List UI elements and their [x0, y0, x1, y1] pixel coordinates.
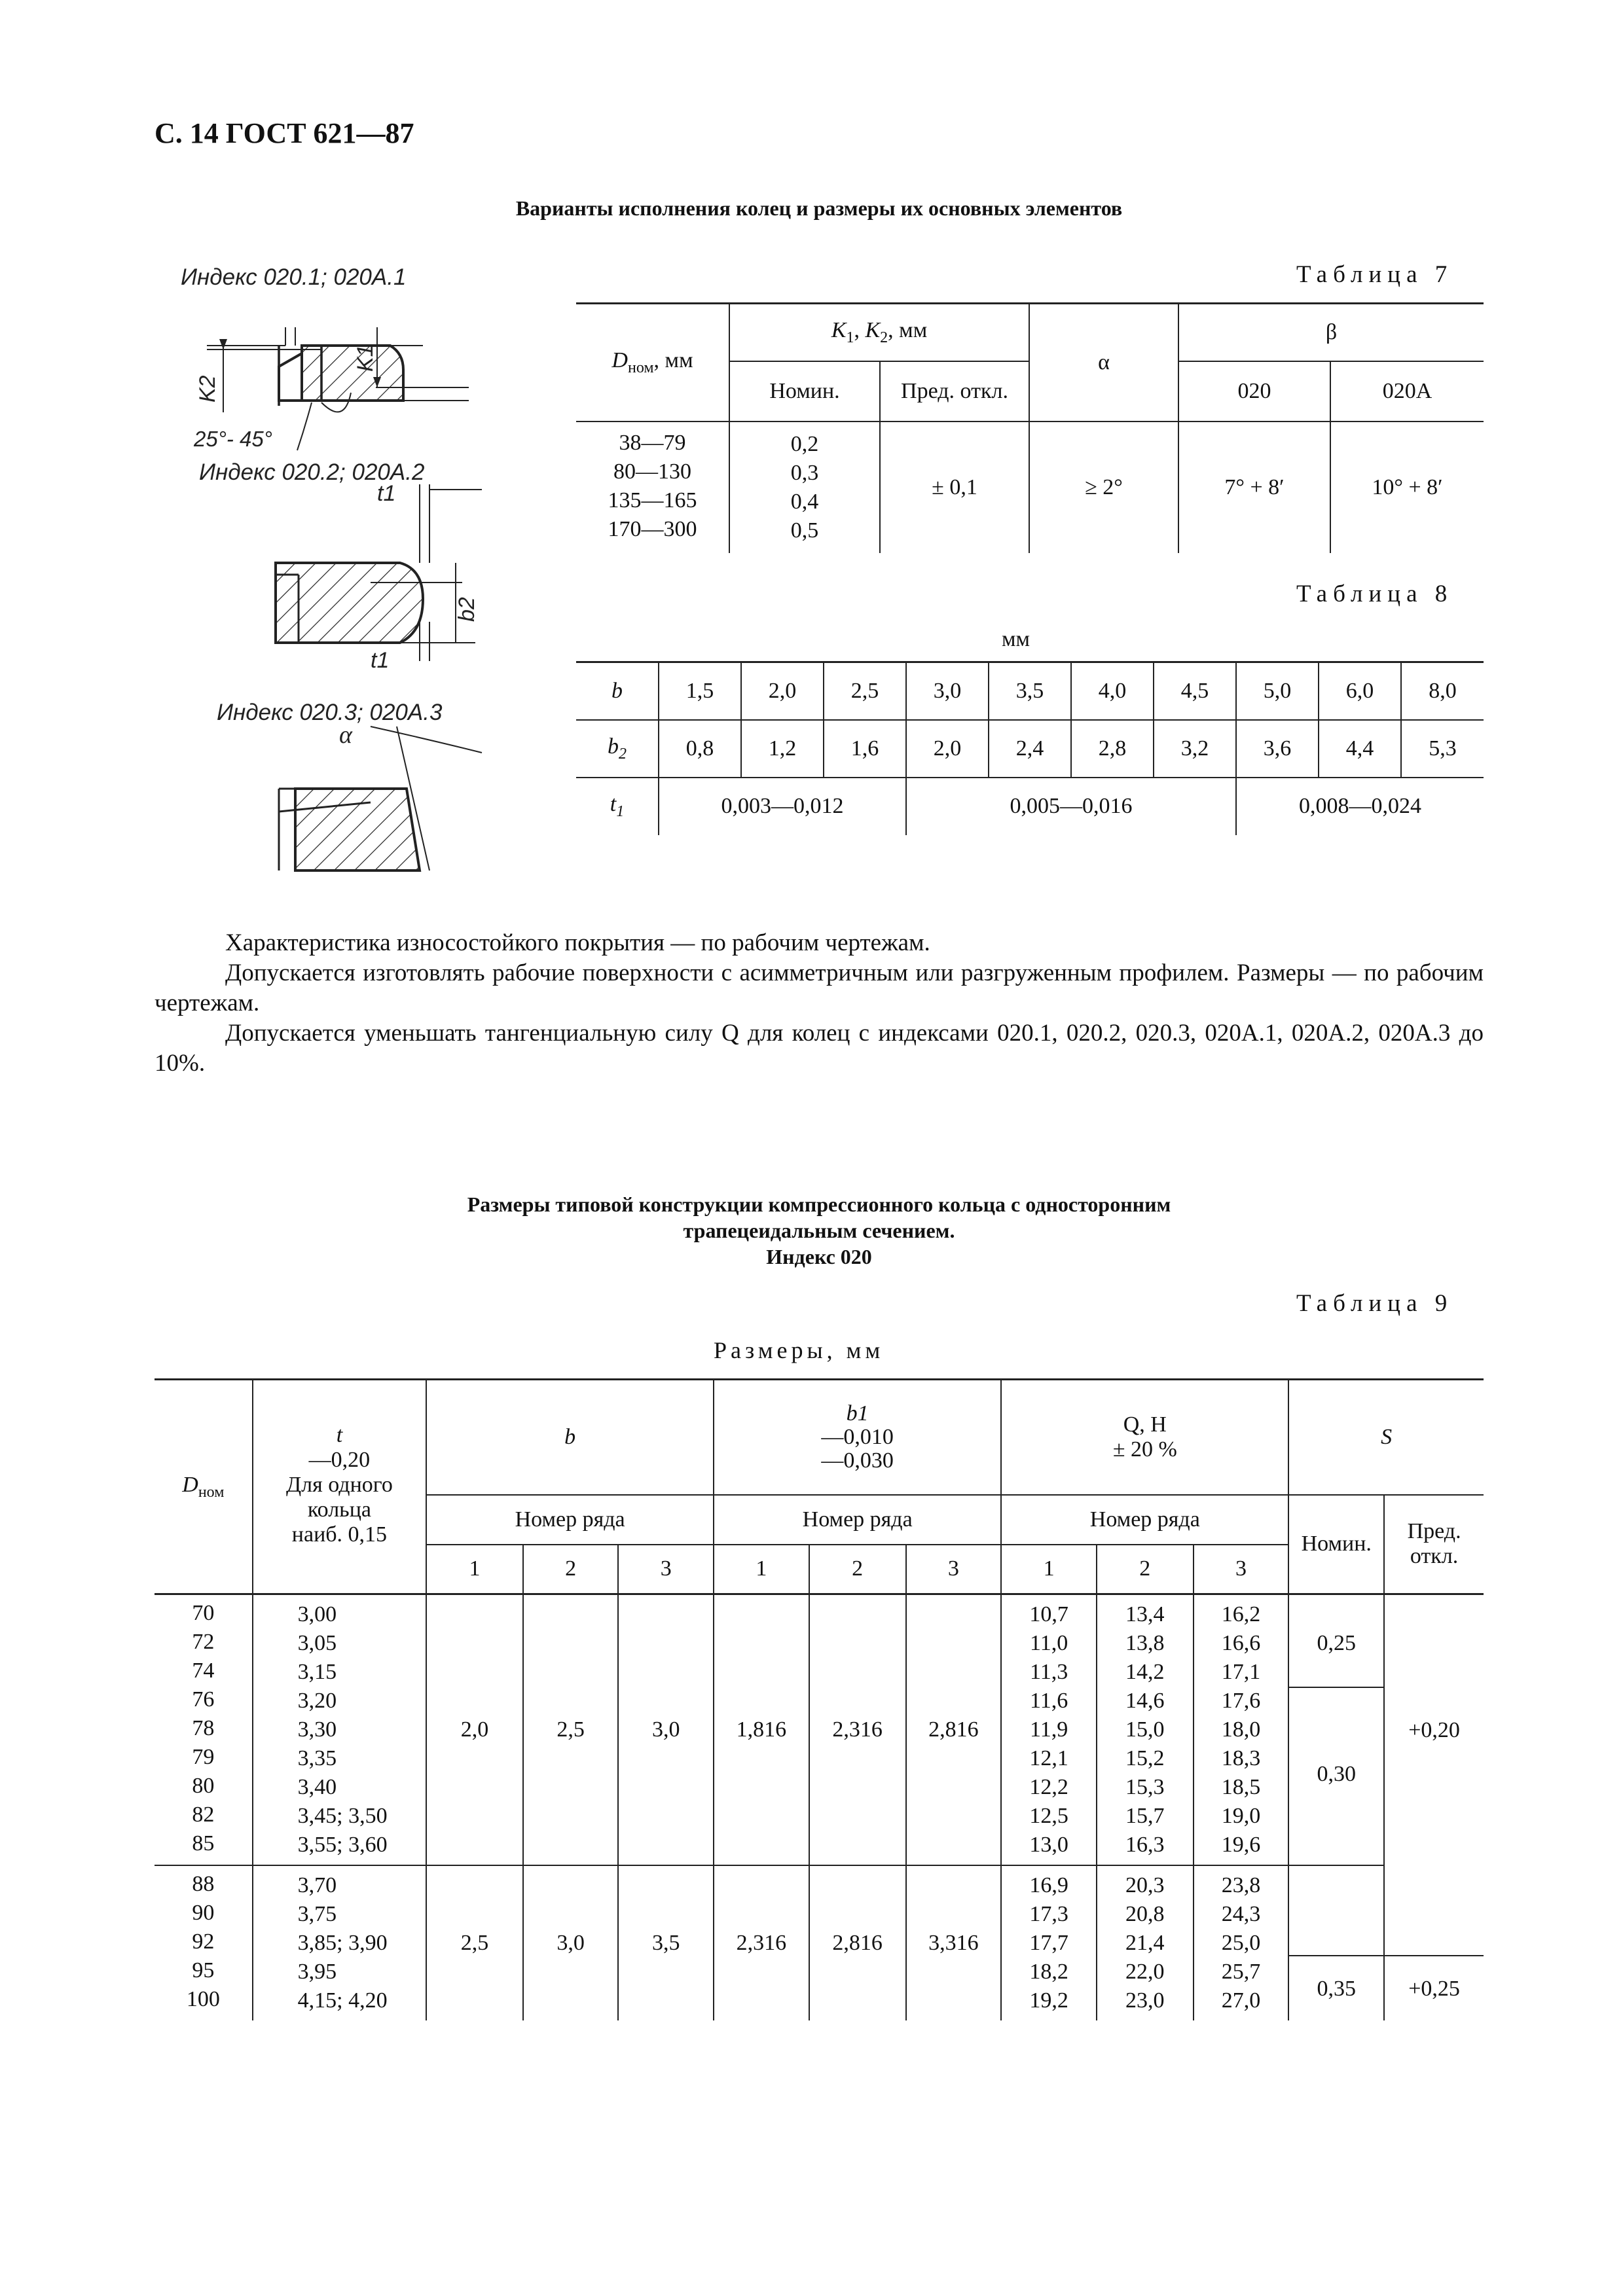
t9-g1-b1-3: 2,816 — [906, 1594, 1002, 1866]
paragraph-2: Допускается изготовлять рабочие поверхности с асимметричным или разгруженным профилем. Размеры — по рабочим чертежам. — [155, 960, 1484, 1016]
section-title-2: Размеры типовой конструкции компрессионного кольца с односторонним трапецеидальным сечением. Индекс 020 — [467, 1193, 1171, 1268]
k1-label: K1 — [353, 344, 378, 372]
t9-g2-s-nom: 0,35 — [1288, 1865, 1384, 2020]
t9-g1-b1-2: 2,316 — [809, 1594, 906, 1866]
t9-group-2 — [155, 1865, 1484, 2020]
t7-d-values: 38—79 80—130 135—165 170—300 — [576, 422, 729, 553]
table8-units: мм — [1002, 627, 1030, 651]
t1-label-bottom: t1 — [371, 648, 390, 673]
t8-row-t1: $t_1$ 0,003—0,012 0,005—0,016 0,008—0,024 — [576, 778, 1484, 835]
t9-g2-b1-2: 2,816 — [809, 1865, 906, 2020]
b2-label: b2 — [454, 597, 479, 622]
alpha-label: α — [339, 721, 352, 749]
t9-g1-b3: 3,0 — [618, 1594, 714, 1866]
t9-g2-s-dev: +0,25 — [1384, 1865, 1484, 2020]
drawing-label-3: Индекс 020.3; 020А.3 — [217, 700, 443, 725]
t9-g1-q2: 13,4 13,8 14,2 14,6 15,0 15,2 15,3 15,7 16,3 — [1097, 1594, 1194, 1866]
drawing-label-1: Индекс 020.1; 020А.1 — [181, 264, 407, 290]
t9-header-s-dev: Пред. откл. — [1384, 1495, 1484, 1594]
table9-caption: Таблица 9 — [1296, 1290, 1453, 1317]
t9-g2-q3: 23,8 24,3 25,0 25,7 27,0 — [1194, 1865, 1289, 2020]
t9-header-s-nom: Номин. — [1288, 1495, 1384, 1594]
t7-header-k: $K_1$, $K_2$, мм — [729, 304, 1029, 362]
paragraph-3: Допускается уменьшать тангенциальную силу Q для колец с индексами 020.1, 020.2, 020.3, 020А.1, 020А.2, 020А.3 до 10%. — [155, 1020, 1484, 1077]
t7-beta-020: 7° + 8′ — [1178, 422, 1330, 553]
t7-beta-020a: 10° + 8′ — [1330, 422, 1484, 553]
t9-header-t: t —0,20 Для одного кольца наиб. 0,15 — [253, 1380, 427, 1594]
table-8 — [576, 661, 1484, 835]
t1-label-top: t1 — [377, 481, 396, 506]
t9-g1-b1-1: 1,816 — [714, 1594, 809, 1866]
t9-g2-q2: 20,3 20,8 21,4 22,0 23,0 — [1097, 1865, 1194, 2020]
t9-g1-s-dev: +0,20 — [1384, 1594, 1484, 1866]
t9-g2-b1-1: 2,316 — [714, 1865, 809, 2020]
t9-row-no-q: Номер ряда — [1001, 1495, 1288, 1545]
t7-header-020a: 020А — [1330, 361, 1484, 421]
t9-row-no-b1: Номер ряда — [714, 1495, 1001, 1545]
t9-header-q: Q, Н ± 20 % — [1001, 1380, 1288, 1495]
t7-header-020: 020 — [1178, 361, 1330, 421]
text-block — [155, 928, 1484, 1079]
t9-g2-q1: 16,9 17,3 17,7 18,2 19,2 — [1001, 1865, 1097, 2020]
t9-g1-q1: 10,7 11,0 11,3 11,6 11,9 12,1 12,2 12,5 13,0 — [1001, 1594, 1097, 1866]
table8-caption: Таблица 8 — [1296, 581, 1453, 607]
t9-g2-b1: 2,5 — [426, 1865, 523, 2020]
drawing-label-2: Индекс 020.2; 020А.2 — [199, 459, 425, 485]
t8-row-b: b 1,5 2,0 2,5 3,0 3,5 4,0 4,5 5,0 6,0 8,0 — [576, 662, 1484, 720]
t7-header-d: $D_{ном}$, мм — [576, 304, 729, 422]
t9-g1-q3: 16,2 16,6 17,1 17,6 18,0 18,3 18,5 19,0 19,6 — [1194, 1594, 1289, 1866]
t9-g1-t: 3,00 3,05 3,15 3,20 3,30 3,35 3,40 3,45; 3,50 3,55; 3,60 — [253, 1594, 427, 1866]
t7-header-nom: Номин. — [729, 361, 880, 421]
table9-units: Размеры, мм — [714, 1337, 884, 1363]
t7-header-dev: Пред. откл. — [880, 361, 1029, 421]
t9-group-1 — [155, 1594, 1484, 1866]
t9-g1-b2: 2,5 — [523, 1594, 619, 1866]
t9-header-s: S — [1288, 1380, 1484, 1495]
ring-profile-drawing — [155, 255, 521, 897]
t7-alpha: ≥ 2° — [1029, 422, 1178, 553]
page-header: С. 14 ГОСТ 621—87 — [155, 117, 414, 149]
table-9: $D_{ном}$ t —0,20 Для одного кольца наиб. 0,15 b b1 —0,010 —0,030 Q, Н ± 20 % S Номер ряда Номер ряда Номер ряда Номин. Пред. откл. 1 2 3 1 2 3 1 2 3 70 72 74 76 78 79 80 82 85 3,00 3,05 3,15 3,20 3,30 3,35 3,40 3,45; 3,50 3,55; 3,60 2,0 2,5 3,0 1,816 2,316 2,816 10,7 11,0 11,3 11,6 11,9 12,1 12,2 12,5 13,0 13,4 13,8 14,2 14,6 15,0 15,2 15,3 15,7 16,3 16,2 16,6 17,1 17,6 18,0 18,3 18,5 19,0 19,6 0,25 0,30 +0,20 88 90 92 95 100 3,70 3,75 3,85; 3,90 3,95 4,15; 4,20 2,5 3,0 3,5 2,316 2,816 3,316 16,9 17,3 17,7 18,2 19,2 20,3 20,8 21,4 22,0 23,0 23,8 24,3 25,0 25,7 27,0 0,35 +0,25 — [155, 1378, 1484, 2020]
t9-g2-t: 3,70 3,75 3,85; 3,90 3,95 4,15; 4,20 — [253, 1865, 427, 2020]
t7-header-alpha: α — [1029, 304, 1178, 422]
table7-caption: Таблица 7 — [1296, 261, 1453, 288]
section-title-1: Варианты исполнения колец и размеры их основных элементов — [515, 196, 1123, 220]
t9-g2-d: 88 90 92 95 100 — [155, 1865, 253, 2020]
t9-g2-b1-3: 3,316 — [906, 1865, 1002, 2020]
t7-k-values: 0,2 0,3 0,4 0,5 — [729, 422, 880, 553]
k2-label: K2 — [195, 375, 220, 403]
table-7 — [576, 302, 1484, 553]
angle-label: 25°- 45° — [194, 427, 272, 451]
t9-g2-b3: 3,5 — [618, 1865, 714, 2020]
t9-row-no-b: Номер ряда — [426, 1495, 714, 1545]
t9-g1-s-nom: 0,25 0,30 — [1288, 1594, 1384, 1866]
t7-dev: ± 0,1 — [880, 422, 1029, 553]
t9-g1-b1: 2,0 — [426, 1594, 523, 1866]
t7-header-beta: β — [1178, 304, 1484, 362]
t8-row-b2: $b_2$ 0,8 1,2 1,6 2,0 2,4 2,8 3,2 3,6 4,4 5,3 — [576, 720, 1484, 778]
t9-header-b: b — [426, 1380, 714, 1495]
paragraph-1: Характеристика износостойкого покрытия — по рабочим чертежам. — [225, 929, 930, 956]
t9-g2-b2: 3,0 — [523, 1865, 619, 2020]
t9-header-b1: b1 —0,010 —0,030 — [714, 1380, 1001, 1495]
t9-header-d: $D_{ном}$ — [155, 1380, 253, 1594]
t9-g1-d: 70 72 74 76 78 79 80 82 85 — [155, 1594, 253, 1866]
